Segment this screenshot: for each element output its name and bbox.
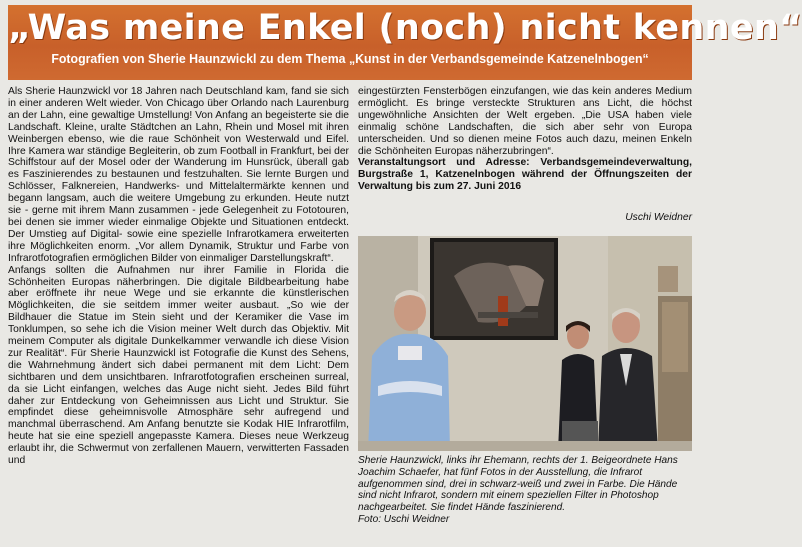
- photo-caption: [358, 455, 692, 526]
- headline-banner: [8, 5, 802, 80]
- photo-credit: Foto: Uschi Weidner: [358, 513, 450, 525]
- article-paragraph: Anfangs sollten die Aufnahmen nur ihrer Familie in Florida die Schönheiten Europas näherbringen. Die digitale Bildbearbeitung habe aber eröffnete ihr neue Wege und sie erkannte die künstlerischen Möglichkeiten, die sie seitdem immer weiter ausbaut. „So wie der Bildhauer die Statue im Stein sieht und der Keramiker die Vase im Tonklumpen, so sehe ich die Vision meiner Welt durch das Objektiv. Mit meinem Computer als digitale Dunkelkammer verwandle ich diese Vision zur Realität“. Für Sherie Haunzwickl ist Fotografie die Kunst des Sehens, die Wahrnehmung ändert sich dabei permanent mit dem Licht: Dem sichtbaren und dem unsichtbaren. Infrarotfotografien erscheinen surreal, da sie Licht einfangen, welches das Auge nicht sieht. Jedes Bild führt daher zur Entdeckung von Geheimnissen aus Licht und Struktur. Sie empfindet diese geheimnisvolle Atmosphäre sehr aufregend und manchmal überraschend. Am Anfang benutzte sie Kodak HIE Infrarotfilm, heute hat sie eine speziell angepasste Kamera. Dieses neue Werkzeug erlaubt ihr, die Schwermut von zerfallenen Mauern, verwitterten Fassaden und: [8, 264, 349, 467]
- event-photo: [358, 236, 692, 451]
- article-right-column: [358, 86, 692, 193]
- subheadline: Fotografien von Sherie Haunzwickl zu dem Thema „Kunst in der Verbandsgemeinde Katzenelnbogen“: [51, 52, 649, 66]
- article-paragraph: eingestürzten Fensterbögen einzufangen, wie das kein anderes Medium ermöglicht. Es bringe versteckte Strukturen ans Licht, die höchst ungewöhnliche Ansichten der Welt ergeben. „Die USA haben viele einmalig schöne Landschaften, die sich aber sehr von Europa unterscheiden. Und so dienen meine Fotos auch dazu, meinen Enkeln die Schönheiten Europas näherzubringen“.: [358, 86, 692, 157]
- photo-illustration: [358, 236, 692, 451]
- article-paragraph: Als Sherie Haunzwickl vor 18 Jahren nach Deutschland kam, fand sie sich in einer anderen Welt wieder. Von Chicago über Orlando nach Laurenburg an der Lahn, eine gewaltige Umstellung! Von Anfang an begeisterte sie die Landschaft. Kleine, uralte Städtchen an Lahn, Rhein und Mosel mit ihren Weinbergen ebenso, wie die raue Schönheit von Westerwald und Eifel. Ihre Kamera war ständige Begleiterin, ob zum Football in Frankfurt, bei der Schiffstour auf der Mosel oder der Wanderung im Hunsrück, überall gab es Faszinierendes zu bestaunen und festzuhalten. Sie lernte Burgen und Schlösser, Falknereien, Handwerks- und Mittelaltermärkte kennen und begann langsam, auch die weitere Umgebung zu erkunden. Heute nutzt sie - gerne mit ihrem Mann zusammen - jede Gelegenheit zu Fototouren, bei denen sie immer wieder einmalige Objekte und Situationen entdeckt. Der Umstieg auf Digital- sowie eine spezielle Infrarotkamera erweiterten ihre Möglichkeiten enorm. „Vor allem Dynamik, Struktur und Farbe von Infrarotfotografien ermöglichen Bilder von einmaliger Darstellungskraft“.: [8, 86, 349, 264]
- venue-info: Veranstaltungsort und Adresse: Verbandsgemeindeverwaltung, Burgstraße 1, Katzenelnbogen während der Öffnungszeiten der Verwaltung bis zum 27. Juni 2016: [358, 157, 692, 193]
- person-left: [394, 293, 426, 331]
- headline: „Was meine Enkel (noch) nicht kennen“: [8, 8, 802, 48]
- caption-text: Sherie Haunzwickl, links ihr Ehemann, rechts der 1. Beigeordnete Hans Joachim Schaefer, hat fünf Fotos in der Ausstellung, die Infrarot aufgenommen sind, drei in schwarz-weiß und zwei in Farbe. Die Hände sind nicht Infrarot, sondern mit einem speziellen Filter in Photoshop nachgearbeitet. Sie findet Hände faszinierend.: [358, 455, 678, 514]
- author-byline: Uschi Weidner: [625, 212, 692, 223]
- article-left-column: [8, 86, 349, 467]
